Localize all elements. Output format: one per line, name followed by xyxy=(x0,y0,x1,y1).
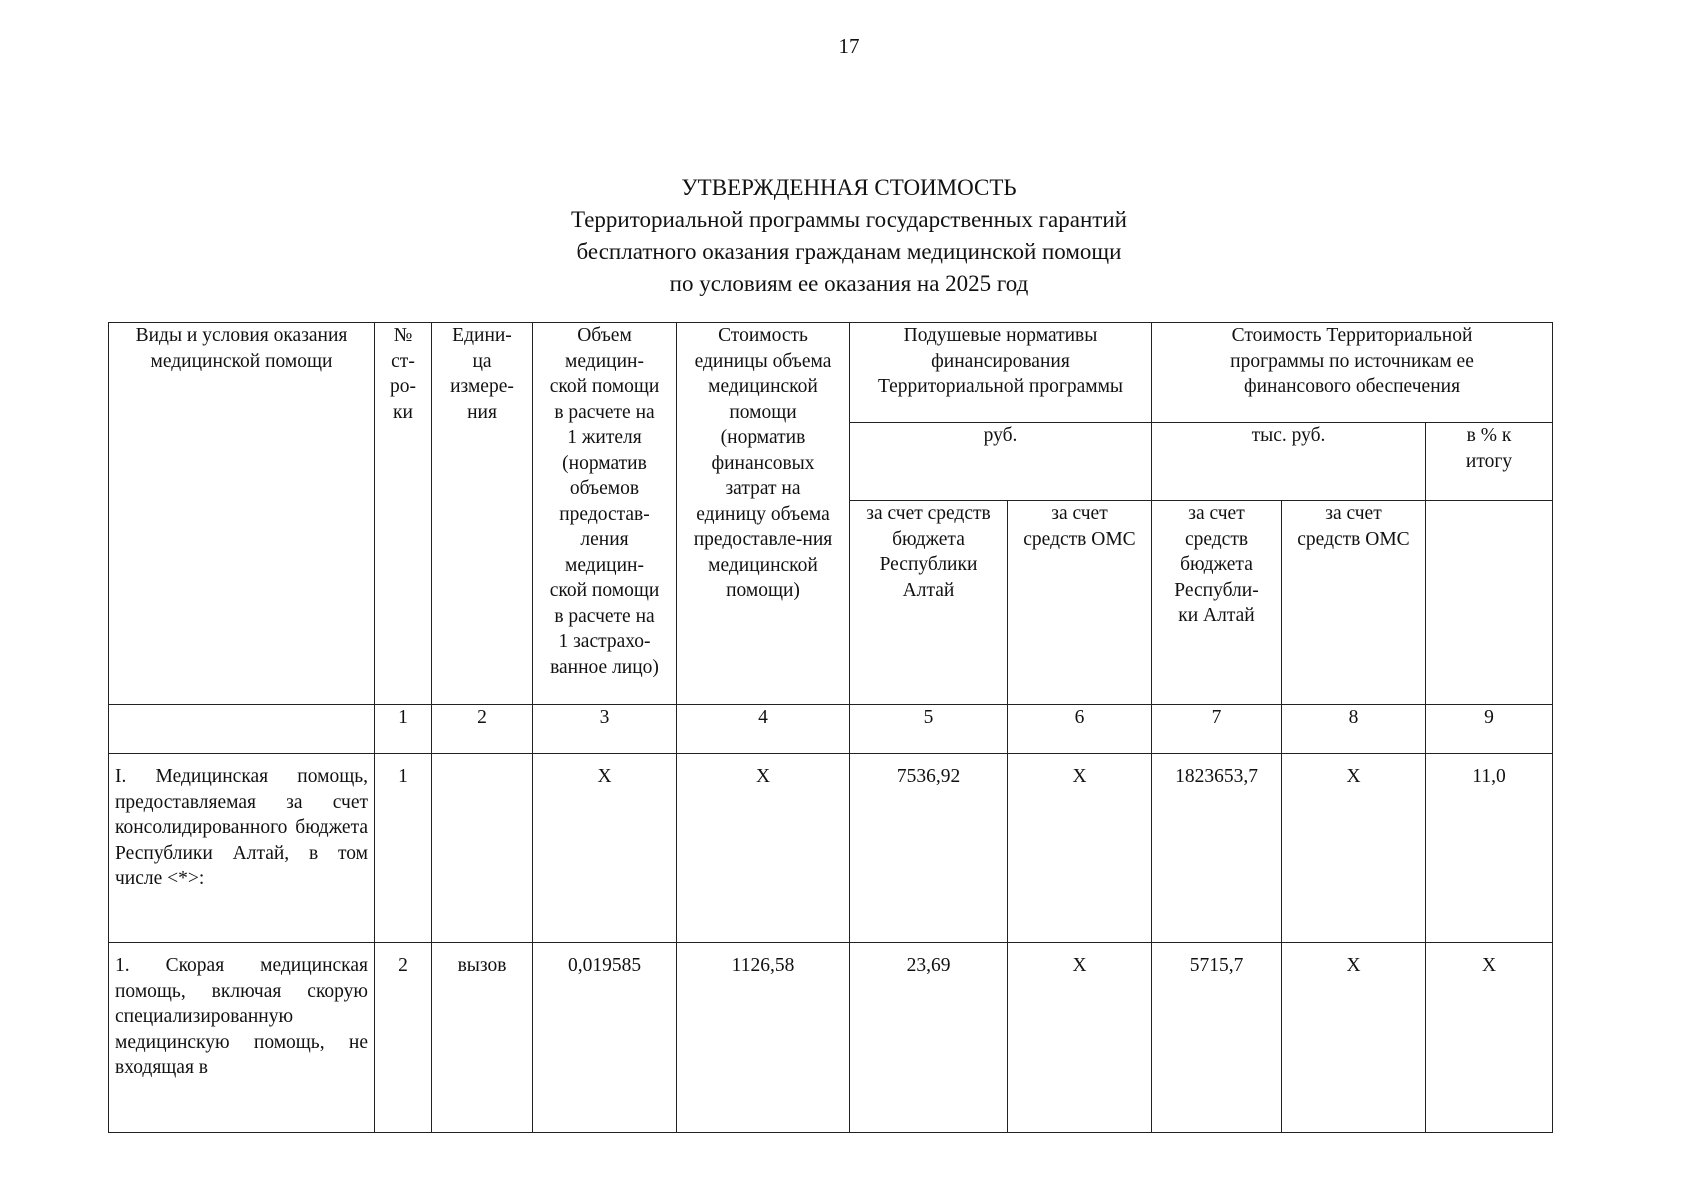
header-budget-rub: за счет средств бюджета Республики Алтай xyxy=(850,501,1008,705)
header-rub: руб. xyxy=(850,423,1152,501)
column-number: 5 xyxy=(850,705,1008,754)
document-title xyxy=(0,172,1698,300)
title-line-2: Территориальной программы государственных гарантий xyxy=(571,207,1127,232)
row-percent: 11,0 xyxy=(1426,754,1553,943)
title-line-1: УТВЕРЖДЕННАЯ СТОИМОСТЬ xyxy=(681,175,1017,200)
header-oms-rub: за счет средств ОМС xyxy=(1008,501,1152,705)
row-volume: X xyxy=(533,754,677,943)
header-percent-total: в % к итогу xyxy=(1426,423,1553,501)
row-unit: вызов xyxy=(432,943,533,1133)
title-line-3: бесплатного оказания гражданам медицинской помощи xyxy=(576,239,1122,264)
column-number-empty xyxy=(109,705,375,754)
row-per-capita-oms: X xyxy=(1008,754,1152,943)
table-row xyxy=(109,754,1553,943)
row-description: I. Медицинская помощь, предоставляемая за счет консолидированного бюджета Республики Алтай, в том числе <*>: xyxy=(109,754,375,943)
row-cost-oms: X xyxy=(1282,943,1426,1133)
row-cost-budget: 5715,7 xyxy=(1152,943,1282,1133)
column-number: 4 xyxy=(677,705,850,754)
header-oms-thousand: за счет средств ОМС xyxy=(1282,501,1426,705)
column-number: 1 xyxy=(375,705,432,754)
row-number: 1 xyxy=(375,754,432,943)
header-volume: Объем медицин- ской помощи в расчете на 1 жителя (норматив объемов предостав- ления медицин- ской помощи в расчете на 1 застрахо- ванное лицо) xyxy=(533,323,677,705)
header-kinds: Виды и условия оказания медицинской помощи xyxy=(109,323,375,705)
column-number: 8 xyxy=(1282,705,1426,754)
row-cost-budget: 1823653,7 xyxy=(1152,754,1282,943)
page-number: 17 xyxy=(838,34,860,58)
header-budget-thousand: за счет средств бюджета Республи- ки Алтай xyxy=(1152,501,1282,705)
header-percent-empty xyxy=(1426,501,1553,705)
header-unit: Едини- ца измере- ния xyxy=(432,323,533,705)
row-per-capita-budget: 23,69 xyxy=(850,943,1008,1133)
column-number: 2 xyxy=(432,705,533,754)
header-row-1 xyxy=(109,323,1553,423)
column-number-row xyxy=(109,705,1553,754)
row-unit-cost: 1126,58 xyxy=(677,943,850,1133)
row-number: 2 xyxy=(375,943,432,1133)
row-volume: 0,019585 xyxy=(533,943,677,1133)
title-line-4: по условиям ее оказания на 2025 год xyxy=(669,271,1029,296)
row-percent: X xyxy=(1426,943,1553,1133)
column-number: 7 xyxy=(1152,705,1282,754)
column-number: 6 xyxy=(1008,705,1152,754)
header-cost-group: Стоимость Территориальной программы по источникам ее финансового обеспечения xyxy=(1152,323,1553,423)
header-unit-cost: Стоимость единицы объема медицинской помощи (норматив финансовых затрат на единицу объема предоставле-ния медицинской помощи) xyxy=(677,323,850,705)
row-per-capita-budget: 7536,92 xyxy=(850,754,1008,943)
row-unit xyxy=(432,754,533,943)
header-per-capita-group: Подушевые нормативы финансирования Территориальной программы xyxy=(850,323,1152,423)
row-description: 1. Скорая медицинская помощь, включая скорую специализированную медицинскую помощь, не входящая в xyxy=(109,943,375,1133)
row-cost-oms: X xyxy=(1282,754,1426,943)
column-number: 3 xyxy=(533,705,677,754)
column-number: 9 xyxy=(1426,705,1553,754)
table-row xyxy=(109,943,1553,1133)
row-unit-cost: X xyxy=(677,754,850,943)
cost-table xyxy=(108,322,1553,1133)
header-row-number: № ст- ро- ки xyxy=(375,323,432,705)
row-per-capita-oms: X xyxy=(1008,943,1152,1133)
header-thousand-rub: тыс. руб. xyxy=(1152,423,1426,501)
